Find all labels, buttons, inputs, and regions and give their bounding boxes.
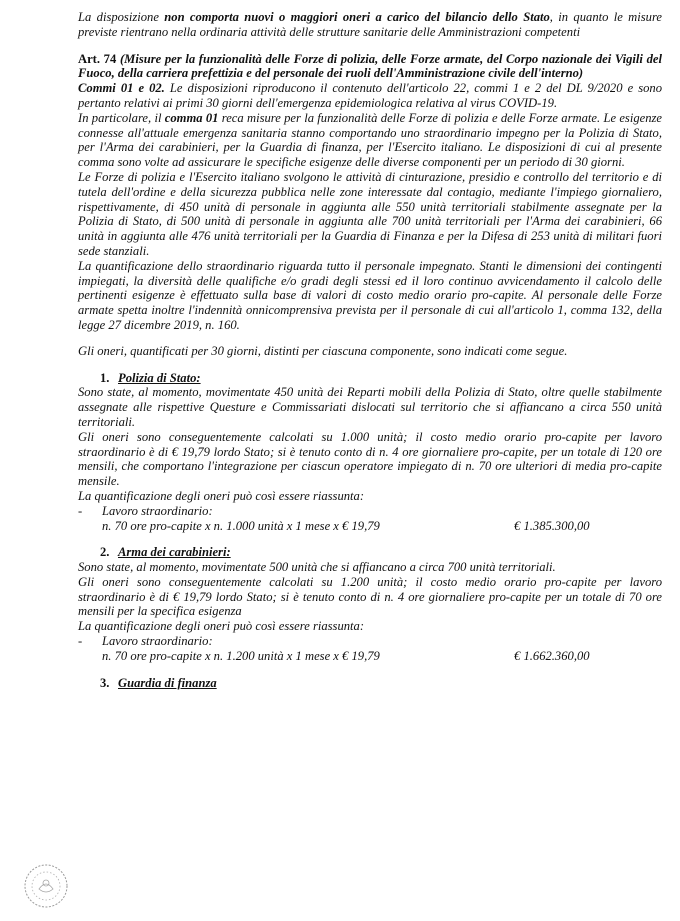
section-heading-polizia: 1. Polizia di Stato: xyxy=(100,370,201,385)
section-paragraph: Sono state, al momento, movimentate 500 unità che si affiancano a circa 700 unità territoriali. xyxy=(78,560,556,575)
section-title: Arma dei carabinieri: xyxy=(118,545,231,560)
section-heading-guardia-finanza: 3. Guardia di finanza xyxy=(100,675,217,690)
forze-paragraph: Le Forze di polizia e l'Esercito italiano svolgono le attività di cinturazione, presidio e controllo del territorio e di tutela dell'ordine e della sicurezza pubblica nelle zone interessate dal contagio, mediante l'impiego giornaliero, rispettivamente, di 450 unità di personale in aggiunta alle 550 unità territoriali stabilmente assegnate per la Polizia di Stato, di 500 unità di personale in aggiunta alle 700 unità territoriali per l'Arma dei carabinieri, 66 unità in aggiunta alle 476 unità territoriali per la Guardia di Finanza e per la Difesa di 253 unità di militari fuori sede stanziali. xyxy=(78,169,662,258)
section-title: Guardia di finanza xyxy=(118,675,217,690)
section-paragraph: Gli oneri sono conseguentemente calcolati su 1.200 unità; il costo medio orario pro-capite per lavoro straordinario è di € 19,79 lordo Stato; si è tenuto conto di n. 4 ore giornaliere pro-capite per un totale di 70 ore mensili per la specifica esigenza xyxy=(78,574,662,619)
oneri-intro-paragraph: Gli oneri, quantificati per 30 giorni, distinti per ciascuna componente, sono indicati come segue. xyxy=(78,343,568,358)
section-paragraph: Gli oneri sono conseguentemente calcolati su 1.000 unità; il costo medio orario pro-capite per lavoro straordinario è di € 19,79 lordo Stato; si è tenuto conto di n. 4 ore giornaliere pro-capite, per un totale di 120 ore mensili, che comportano l'integrazione per ciascun operatore impiegato di n. 70 ore ulteriori di media pro-capite mensile. xyxy=(78,429,662,489)
calculation-amount: € 1.385.300,00 xyxy=(514,518,590,533)
commi-label: Commi 01 e 02. xyxy=(78,81,165,96)
comma01-label: comma 01 xyxy=(164,110,219,125)
section-heading-carabinieri: 2. Arma dei carabinieri: xyxy=(100,545,231,560)
section-summary: La quantificazione degli oneri può così essere riassunta: xyxy=(78,488,365,503)
calculation-row xyxy=(102,519,662,534)
quantificazione-paragraph: La quantificazione dello straordinario riguarda tutto il personale impegnato. Stanti le dimensioni dei contingenti impiegati, la diversità delle qualifiche e/o gradi degli stessi ed il loro continuo avvicendamento il calcolo delle pertinenti esigenze è effettuato sulla base di valori di costo medio orario pro-capite. Al personale delle Forze armate spetta inoltre l'indennità onnicomprensiva prevista per il personale di cui all'articolo 1, comma 132, della legge 27 dicembre 2019, n. 160. xyxy=(78,258,662,332)
comma01-paragraph: In particolare, il comma 01 reca misure per la funzionalità delle Forze di polizia e delle Forze armate. Le esigenze connesse all'attuale emergenza sanitaria stanno comportando uno straordinario impegno per la Polizia di Stato, per l'Arma dei carabinieri, per la Guardia di finanza, per l'Esercito italiano. Le disposizioni di cui al presente comma sono volte ad assicurare le specifiche esigenze delle diverse componenti per un periodo di 30 giorni. xyxy=(78,110,663,170)
commi-paragraph: Commi 01 e 02. Le disposizioni riproducono il contenuto dell'articolo 22, commi 1 e 2 del DL 9/2020 e sono pertanto relativi ai primi 30 giorni dell'emergenza epidemiologica relativa al virus COVID-19. xyxy=(78,81,662,110)
article-label: Art. 74 xyxy=(78,51,117,66)
document-page xyxy=(78,10,662,690)
article-title: (Misure per la funzionalità delle Forze di polizia, delle Forze armate, del Corpo nazionale dei Vigili del Fuoco, della carriera prefettizia e del personale dei ruoli dell'Amministrazione civile dell'interno) xyxy=(78,51,662,81)
intro-paragraph: La disposizione non comporta nuovi o maggiori oneri a carico del bilancio dello Stato, in quanto le misure previste rientrano nella ordinaria attività delle strutture sanitarie delle Amministrazioni competenti xyxy=(78,10,662,39)
section-paragraph: Sono state, al momento, movimentate 450 unità dei Reparti mobili della Polizia di Stato, oltre quelle stabilmente assegnate alle rispettive Questure e Commissariati dislocati sul territorio che si affiancano a circa 550 unità territoriali. xyxy=(78,385,662,429)
calculation-formula: n. 70 ore pro-capite x n. 1.200 unità x 1 mese x € 19,79 xyxy=(102,648,380,663)
list-item: - Lavoro straordinario: xyxy=(78,634,213,649)
section-title: Polizia di Stato: xyxy=(118,370,201,385)
official-seal-icon xyxy=(22,862,70,910)
list-item: - Lavoro straordinario: xyxy=(78,503,213,518)
intro-bold-statement: non comporta nuovi o maggiori oneri a carico del bilancio dello Stato xyxy=(164,10,550,24)
calculation-formula: n. 70 ore pro-capite x n. 1.000 unità x 1 mese x € 19,79 xyxy=(102,518,380,533)
section-summary: La quantificazione degli oneri può così essere riassunta: xyxy=(78,619,365,634)
article-heading xyxy=(78,52,662,82)
calculation-row xyxy=(102,649,662,664)
calculation-amount: € 1.662.360,00 xyxy=(514,648,590,663)
